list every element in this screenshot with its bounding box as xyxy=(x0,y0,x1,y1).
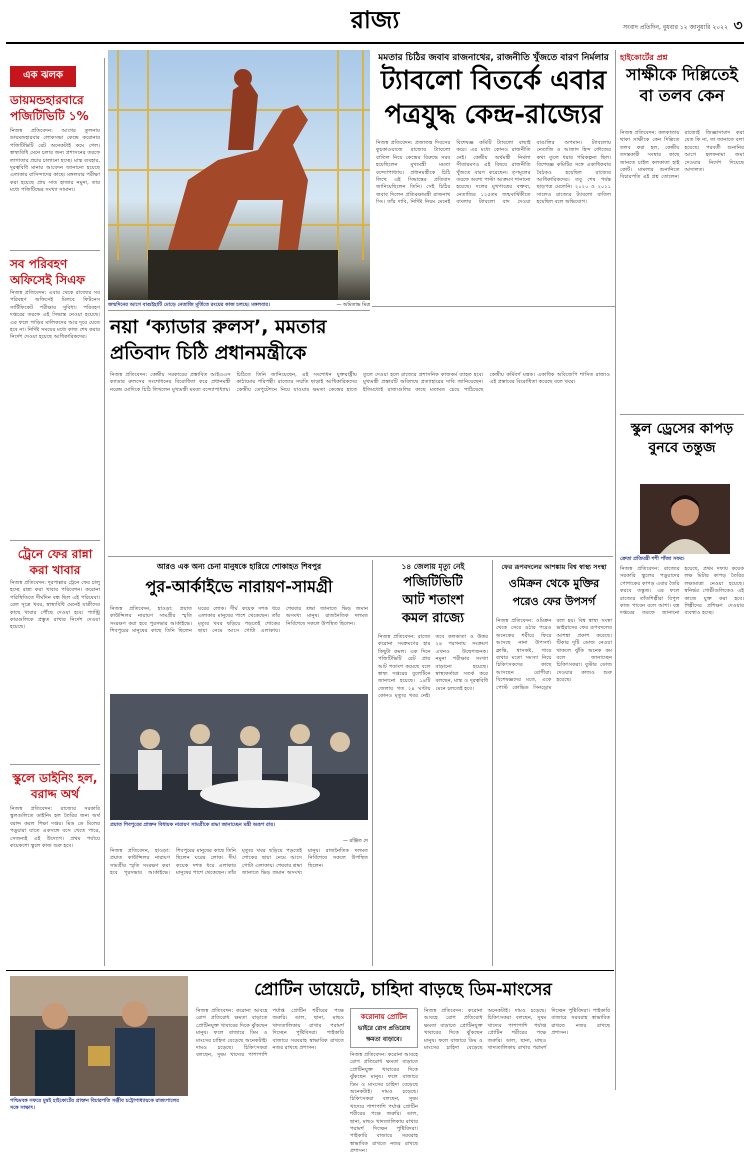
sidebar-headline: সাক্ষীকে দিল্লিতেই বা তলব কেন xyxy=(626,65,738,105)
transport-body: নিজস্ব প্রতিবেদন: এবার থেকে রাজ্যের সব পরিবহণ অফিসেই মিলবে ফিটনেস সার্টিফিকেট পরীক্ষার সুবিধা। পরিবহণ দপ্তরের তরফে এই সিদ্ধান্ত নেওয়া হয়েছে। এর ফলে গাড়ির মালিকদের আর দূরে যেতে হবে না। নির্দিষ্ট সময়ের মধ্যে কাজ শেষ করার নির্দেশ দেওয়া হয়েছে আধিকারিকদের। xyxy=(10,290,100,341)
positivity-headline-l3: কমল রাজ্যে xyxy=(401,611,465,626)
cadre-rules-headline-line2: প্রতিবাদ চিঠি প্রধানমন্ত্রীকে xyxy=(110,342,307,364)
shibpur-kicker: আরও এক অন্য চেনা মানুষকে হারিয়ে শোকাহত শিবপুর xyxy=(156,562,322,571)
sidebar-body: নিজস্ব প্রতিবেদন: কলকাতায় থাকা সাক্ষীকে কেন দিল্লিতে তলব করা হল, কেন্দ্রীয় তদন্তকারী সংস্থার কাছে জানতে চাইল কলকাতা হাই কোর্ট। মামলার শুনানিতে বিচারপতি এই প্রশ্ন তোলেন। রাজ্যেই জিজ্ঞাসাবাদ করা যেত কি না, তা জানাতে বলা হয়েছে। পরবর্তী শুনানির আগে হলফনামা জমা দেওয়ার নির্দেশ দিয়েছে আদালত। xyxy=(620,130,744,181)
masthead-rule xyxy=(6,42,744,44)
right-col-rule xyxy=(615,50,616,1090)
meeting-illustration xyxy=(10,976,188,1096)
story4-rule xyxy=(492,560,493,966)
lead-headline-line1: ট্যাবলো বিতর্কে এবার xyxy=(380,66,607,96)
sidebar-kicker: হাইকোর্টের প্রশ্ন xyxy=(620,53,668,62)
photo-divider xyxy=(108,310,370,311)
train-food-body: নিজস্ব প্রতিবেদন: দূরপাল্লার ট্রেনে ফের চালু হচ্ছে রান্না করা খাবার পরিবেশন। করোনা পরিস্থিতিতে দীর্ঘদিন বন্ধ ছিল এই পরিষেবা। রেল সূত্রে খবর, স্বাস্থ্যবিধি মেনেই যাত্রীদের কাছে খাবার পৌঁছে দেওয়া হবে। প্যান্ট্রি কারগুলিকে প্রস্তুত রাখার নির্দেশ দেওয়া হয়েছে। xyxy=(10,580,100,631)
positivity-body: নিজস্ব প্রতিবেদন: রাজ্যে করোনা সংক্রমণের হার কিছুটা কমল। এক দিনে পজিটিভিটি রেট প্রায় আট শতাংশ কমেছে বলে স্বাস্থ্য দপ্তরের বুলেটিনে জানানো হয়েছে। ১৪টি জেলায় গত ২৪ ঘণ্টায় কোনও মৃত্যুর খবর নেই। তবে কলকাতা ও উত্তর ২৪ পরগনায় সংক্রমণ এখনও উদ্বেগজনক। নমুনা পরীক্ষার সংখ্যা বাড়ানো হয়েছে। স্বাস্থ্যকর্তারা সতর্ক করে বলছেন, মাস্ক ও দূরত্ববিধি মেনে চলতেই হবে। xyxy=(378,634,488,700)
school-dining-body: নিজস্ব প্রতিবেদন: রাজ্যের সরকারি স্কুলগুলিতে ডাইনিং হল তৈরির জন্য অর্থ বরাদ্দ করল শিক্ষা দপ্তর। মিড ডে মিলের পড়ুয়ারা যাতে একসঙ্গে বসে খেতে পারে, সেজন্যই এই উদ্যোগ। প্রথম পর্যায়ে কয়েকশো স্কুলে কাজ শুরু হবে। xyxy=(10,806,100,850)
left-col-rule xyxy=(104,58,105,966)
protein-callout-box xyxy=(350,1008,418,1048)
omicron-kicker: ফের রূপবদলের আশঙ্কায় বিশ্ব স্বাস্থ্য সংস্থা xyxy=(501,563,607,571)
statue-illustration xyxy=(108,50,370,300)
train-food-headline: ট্রেনে ফের রান্না করা খাবার xyxy=(17,547,93,577)
protein-headline: প্রোটিন ডায়েটে, চাহিদা বাড়ছে ডিম-মাংসের xyxy=(254,980,552,1000)
omicron-headline-l1: ওমিক্রন থেকে মুক্তির xyxy=(508,577,600,590)
statue-credit: — অমিতাভ মিত্র xyxy=(336,302,370,308)
bottom-band-rule xyxy=(6,970,614,971)
sidebar-divider xyxy=(620,414,744,415)
positivity-headline-l1: পজিটিভিটি xyxy=(403,575,463,590)
left-divider-1 xyxy=(10,250,100,251)
ek-jholok-tag: এক ঝলক xyxy=(10,66,76,87)
tribute-photo xyxy=(110,694,368,820)
omicron-body: নিজস্ব প্রতিবেদন: ওমিক্রন থেকে সেরে ওঠার পরেও অনেকের শরীরে ফিরে আসছে নানা উপসর্গ। ক্লান্তি, শ্বাসকষ্ট, গায়ে ব্যথার মতো সমস্যা নিয়ে চিকিৎসকদের কাছে আসছেন রোগীরা। বিশেষজ্ঞদের মতে, একে পোস্ট কোভিড সিনড্রোম বলা হয়। বিশ্ব স্বাস্থ্য সংস্থা ভাইরাসের ফের রূপবদলের আশঙ্কা প্রকাশ করেছে। টিকার দুটি ডোজ নেওয়া থাকলে ঝুঁকি অনেক কম বলে জানাচ্ছেন চিকিৎসকরা। বুস্টার ডোজ দেওয়ার কাজও শুরু হয়েছে। xyxy=(496,618,612,691)
shibpur-headline: পুর-আর্কাইভে নারায়ণ-সামগ্রী xyxy=(145,577,333,596)
tribute-credit: — রঞ্জিত দে xyxy=(342,838,368,844)
governor-meeting-photo xyxy=(10,976,188,1096)
positivity-kicker: ১৪ জেলায় মৃত্যু নেই xyxy=(401,562,465,571)
netaji-statue-photo xyxy=(108,50,370,300)
protein-body-mid: নিজস্ব প্রতিবেদন: করোনা আবহে রোগ প্রতিরোধ ক্ষমতা বাড়াতে প্রোটিনযুক্ত খাবারের দিকে ঝুঁকছেন মানুষ। ফলে বাজারে ডিম ও মাংসের চাহিদা বেড়েছে অনেকটাই। দামও চড়েছে। চিকিৎসকরা বলছেন, সুষম খাদ্যের পাশাপাশি পর্যাপ্ত প্রোটিন শরীরের পক্ষে জরুরি। ডাল, ছানা, মাছও খাদ্যতালিকায় রাখার পরামর্শ দিচ্ছেন পুষ্টিবিদরা। পাইকারি বাজারে সরবরাহ স্বাভাবিক রাখতে নজর রাখছে প্রশাসন। xyxy=(350,1052,418,1155)
masthead xyxy=(0,0,750,42)
uniform-caption: ক্রেতা প্রতিমন্ত্রী শশী পাঁজা সফর। xyxy=(620,556,685,562)
positivity-headline-l2: আট শতাংশ xyxy=(402,593,464,608)
diamond-harbour-body: নিজস্ব প্রতিবেদন: আগের তুলনায় ডায়মন্ডহারবার লোকসভা কেন্দ্রে করোনার পজিটিভিটি রেট অনেকটাই কমে গেল। স্বাস্থ্যবিধি মেনে চলার জন্য প্রশাসনের তরফে লাগাতার প্রচার চালানো হচ্ছে। মাস্ক ব্যবহার, দূরত্ববিধি মানার আবেদন জানানো হয়েছে এলাকার বাসিন্দাদের কাছে। মঙ্গলবার পরীক্ষা করা হয়েছে প্রায় সাত হাজার নমুনা, তার মধ্যে পজিটিভের সংখ্যা সামান্য। xyxy=(10,128,100,194)
cadre-rules-body: নিজস্ব প্রতিবেদন: কেন্দ্রীয় সরকারের প্রস্তাবিত আইএএস ক্যাডার রুলসের সংশোধনের বিরোধিতা করে প্রধানমন্ত্রী নরেন্দ্র মোদিকে চিঠি লিখলেন মুখ্যমন্ত্রী মমতা বন্দ্যোপাধ্যায়। চিঠিতে তিনি জানিয়েছেন, এই সংশোধন যুক্তরাষ্ট্রীয় কাঠামোর পরিপন্থী। রাজ্যের সম্মতি ছাড়াই আধিকারিকদের কেন্দ্রীয় ডেপুটেশনে নিয়ে যাওয়ার ক্ষমতা কেন্দ্রের হাতে তুলে দেওয়া হলে রাজ্যের প্রশাসনিক কাজকর্ম ব্যাহত হবে। মুখ্যমন্ত্রী প্রস্তাবটি অবিলম্বে প্রত্যাহারের দাবি জানিয়েছেন। ইতিমধ্যেই রাজ্যগুলির কাছে মতামত চেয়ে পাঠিয়েছে কেন্দ্রীয় কর্মিবর্গ মন্ত্রক। একাধিক অবিজেপি শাসিত রাজ্যও এই প্রস্তাবের বিরোধিতা করেছে বলে খবর। xyxy=(110,372,610,393)
lead-body: নিজস্ব প্রতিবেদন: প্রজাতন্ত্র দিবসের কুচকাওয়াজে রাজ্যের ট্যাবলো বাতিল নিয়ে কেন্দ্রের বিরুদ্ধে সরব হয়েছিলেন মুখ্যমন্ত্রী মমতা বন্দ্যোপাধ্যায়। প্রধানমন্ত্রীকে চিঠি লিখে এই সিদ্ধান্তের প্রতিবাদ জানিয়েছিলেন তিনি। সেই চিঠির জবাব দিলেন প্রতিরক্ষামন্ত্রী রাজনাথ সিং। তাঁর দাবি, নির্দিষ্ট নিয়ম মেনেই বিশেষজ্ঞ কমিটি ট্যাবলো বাছাই করে। এর মধ্যে কোনও রাজনীতি নেই। কেন্দ্রীয় অর্থমন্ত্রী নির্মলা সীতারমণও এই বিষয়ে রাজনীতি খুঁজতে বারণ করেছেন। তৃণমূলের তরফে অবশ্য পাল্টা আক্রমণ শানানো হয়েছে। দলের মুখপাত্রের বক্তব্য, নেতাজির ১২৫তম জন্মবার্ষিকীতে বাংলার ট্যাবলো বাদ দেওয়া বাঙালির অপমান। ট্যাবলোয় নেতাজি ও আজাদ হিন্দ ফৌজের কথা তুলে ধরার পরিকল্পনা ছিল। বিশেষজ্ঞ কমিটির সঙ্গে একাধিকবার বৈঠকও হয়েছিল রাজ্যের আধিকারিকদের। তবু শেষ পর্যন্ত ছাড়পত্র মেলেনি। ২০২০ ও ২০২১ সালেও রাজ্যের ট্যাবলো বাতিল হয়েছিল বলে অভিযোগ। xyxy=(376,140,611,206)
sashi-panja-photo xyxy=(640,484,730,554)
tribute-caption: প্রয়াত শিবপুরের প্রাক্তন বিধায়ক নারায়ণ সামগ্রীকে শ্রদ্ধা জানাচ্ছেন মন্ত্রী অরূপ রায়। xyxy=(110,822,275,828)
cadre-rules-headline-line1: নয়া ‘ক্যাডার রুলস’, মমতার xyxy=(110,316,327,338)
protein-body-left: নিজস্ব প্রতিবেদন: করোনা আবহে রোগ প্রতিরোধ ক্ষমতা বাড়াতে প্রোটিনযুক্ত খাবারের দিকে ঝুঁকছেন মানুষ। ফলে বাজারে ডিম ও মাংসের চাহিদা বেড়েছে অনেকটাই। দামও চড়েছে। চিকিৎসকরা বলছেন, সুষম খাদ্যের পাশাপাশি পর্যাপ্ত প্রোটিন শরীরের পক্ষে জরুরি। ডাল, ছানা, মাছও খাদ্যতালিকায় রাখার পরামর্শ দিচ্ছেন পুষ্টিবিদরা। পাইকারি বাজারে সরবরাহ স্বাভাবিক রাখতে নজর রাখছে প্রশাসন। xyxy=(196,1008,344,1059)
shibpur-body-cont: নিজস্ব প্রতিবেদন, হাওড়া: প্রয়াত কাউন্সিলর নারায়ণ সামগ্রীর স্মৃতি সংরক্ষণ করা হবে পুরসভার আর্কাইভে। শিবপুরের মানুষের কাছে তিনি ছিলেন ঘরের লোক। দীর্ঘ কয়েক দশক ধরে এলাকার মানুষের পাশে থেকেছেন। তাঁর মৃত্যুর খবর ছড়িয়ে পড়তেই শোকের ছায়া নেমে আসে গোটা এলাকায়। শেষবার শ্রদ্ধা জানাতে ভিড় জমান অসংখ্য মানুষ। রাজনৈতিক দলমত নির্বিশেষে সকলে উপস্থিত ছিলেন। xyxy=(110,848,368,877)
uniform-body: নিজস্ব প্রতিবেদন: রাজ্যের সরকারি স্কুলের পড়ুয়াদের পোশাকের কাপড় এবার তৈরি করবে তন্তুজ। এর ফলে রাজ্যের তাঁতশিল্পীরা বিপুল কাজ পাবেন বলে আশা। বস্ত্র দপ্তরের তরফে জানানো হয়েছে, প্রথম দফায় কয়েক লক্ষ মিটার কাপড় তৈরির লক্ষ্যমাত্রা নেওয়া হয়েছে। স্বনির্ভর গোষ্ঠীগুলিকেও এই কাজে যুক্ত করা হবে। শিল্পীদের প্রশিক্ষণ দেওয়ার ব্যবস্থাও হচ্ছে। xyxy=(620,566,744,617)
shibpur-body: নিজস্ব প্রতিবেদন, হাওড়া: প্রয়াত কাউন্সিলর নারায়ণ সামগ্রীর স্মৃতি সংরক্ষণ করা হবে পুরসভার আর্কাইভে। শিবপুরের মানুষের কাছে তিনি ছিলেন ঘরের লোক। দীর্ঘ কয়েক দশক ধরে এলাকার মানুষের পাশে থেকেছেন। তাঁর মৃত্যুর খবর ছড়িয়ে পড়তেই শোকের ছায়া নেমে আসে গোটা এলাকায়। শেষবার শ্রদ্ধা জানাতে ভিড় জমান অসংখ্য মানুষ। রাজনৈতিক দলমত নির্বিশেষে সকলে উপস্থিত ছিলেন। xyxy=(110,606,368,635)
section-title: রাজ্য xyxy=(350,5,400,34)
statue-caption: জন্মদিনের আগে বাগুইহাটি মোড়ে নেতাজি মূর্তিতে রংয়ের কাজ চলছে। মঙ্গলবার। xyxy=(108,302,270,308)
dateline: সংবাদ প্রতিদিন, বুধবার ১২ জানুয়ারি ২০২২ xyxy=(623,24,728,31)
governor-caption: পশ্চিমবঙ্গ সফরে মুম্বই হাইকোর্টের প্রাক্তন বিচারপতি সঞ্জীব চট্টোপাধ্যায়কে রাজ্যপালের সঙ্গে সাক্ষাৎ। xyxy=(10,1098,180,1111)
diamond-harbour-headline: ডায়মন্ডহারবারে পজিটিভিটি ১% xyxy=(10,93,89,123)
protein-callout-l1: করোনায় প্রোটিন xyxy=(360,1013,408,1021)
left-divider-3 xyxy=(10,764,100,765)
protein-callout-l3: ক্ষমতা বাড়াবে। xyxy=(366,1036,402,1043)
page-number: ৩ xyxy=(733,18,743,34)
school-dining-headline: স্কুলে ডাইনিং হল, বরাদ্দ অর্থ xyxy=(12,771,98,801)
lead-headline-line2: পত্রযুদ্ধ কেন্দ্র-রাজ্যের xyxy=(384,100,603,130)
left-divider-2 xyxy=(10,540,100,541)
transport-headline: সব পরিবহণ অফিসেই সিএফ xyxy=(10,257,86,287)
omicron-headline-l2: পরেও ফের উপসর্গ xyxy=(512,595,596,608)
lead-kicker: মমতার চিঠির জবাব রাজনাথের, রাজনীতি খুঁজতে বারণ নির্মলার xyxy=(378,53,609,63)
protein-body-right: নিজস্ব প্রতিবেদন: করোনা আবহে রোগ প্রতিরোধ ক্ষমতা বাড়াতে প্রোটিনযুক্ত খাবারের দিকে ঝুঁকছেন মানুষ। ফলে বাজারে ডিম ও মাংসের চাহিদা বেড়েছে অনেকটাই। দামও চড়েছে। চিকিৎসকরা বলছেন, সুষম খাদ্যের পাশাপাশি পর্যাপ্ত প্রোটিন শরীরের পক্ষে জরুরি। ডাল, ছানা, মাছও খাদ্যতালিকায় রাখার পরামর্শ দিচ্ছেন পুষ্টিবিদরা। পাইকারি বাজারে সরবরাহ স্বাভাবিক রাখতে নজর রাখছে প্রশাসন। xyxy=(424,1008,610,1052)
portrait-illustration xyxy=(640,484,730,554)
mid-rule xyxy=(372,560,373,966)
crowd-illustration xyxy=(110,694,368,820)
uniform-headline: স্কুল ড্রেসের কাপড় বুনবে তন্তুজ xyxy=(630,421,734,456)
protein-callout-l2: ভাইরে রোগ প্রতিরোধ xyxy=(357,1025,411,1032)
lead-divider xyxy=(372,306,615,307)
story2-divider xyxy=(108,556,613,557)
